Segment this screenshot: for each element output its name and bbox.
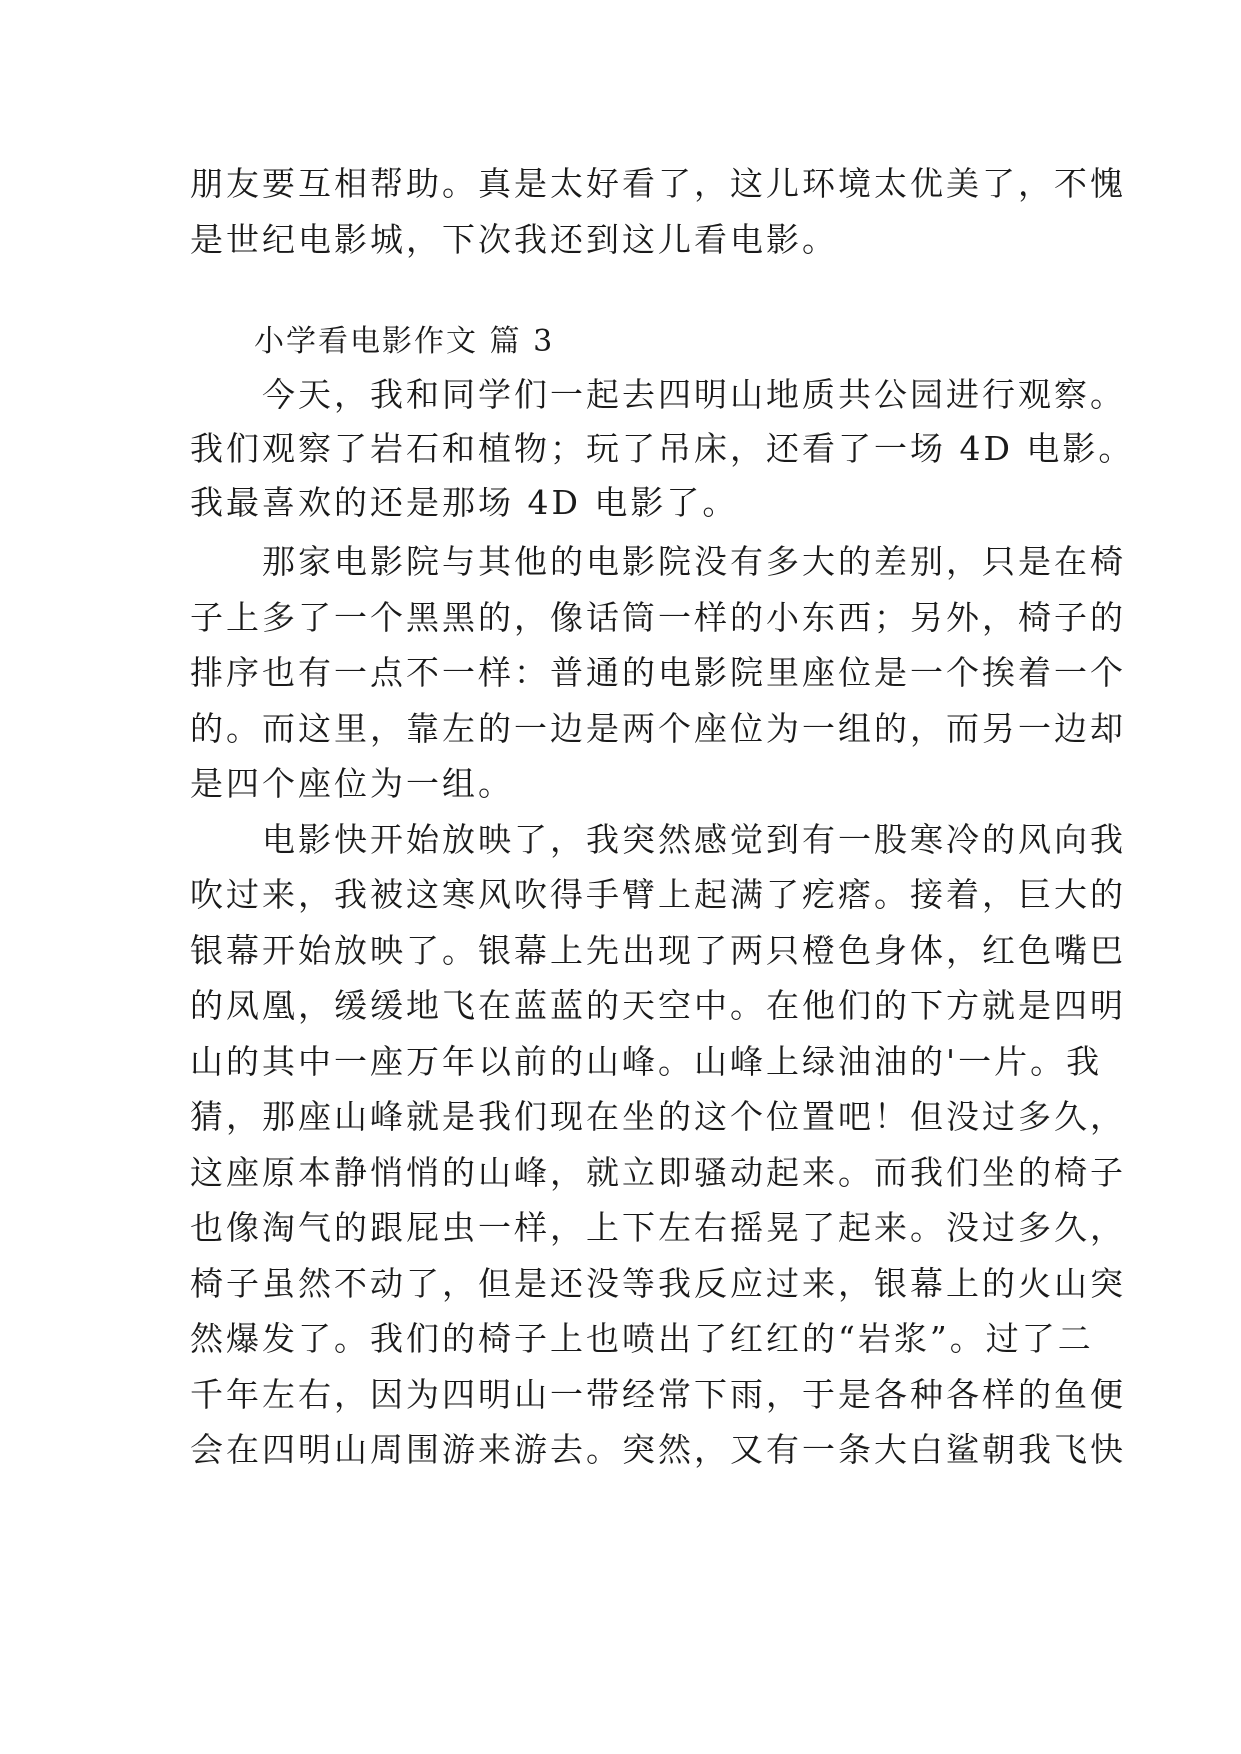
intro-line: 朋友要互相帮助。真是太好看了，这儿环境太优美了，不愧 bbox=[190, 164, 1126, 203]
paragraph-line: 吹过来，我被这寒风吹得手臂上起满了疙瘩。接着，巨大的 bbox=[190, 875, 1126, 914]
paragraph-line: 会在四明山周围游来游去。突然，又有一条大白鲨朝我飞快 bbox=[190, 1430, 1126, 1469]
paragraph-line: 是四个座位为一组。 bbox=[190, 764, 514, 803]
paragraph-line: 也像淘气的跟屁虫一样，上下左右摇晃了起来。没过多久， bbox=[190, 1208, 1126, 1247]
section-heading: 小学看电影作文 篇 3 bbox=[254, 324, 555, 359]
paragraph-line: 千年左右，因为四明山一带经常下雨，于是各种各样的鱼便 bbox=[190, 1375, 1126, 1414]
paragraph-line: 电影快开始放映了，我突然感觉到有一股寒冷的风向我 bbox=[190, 820, 1126, 859]
paragraph-line: 然爆发了。我们的椅子上也喷出了红红的“岩浆”。过了二 bbox=[190, 1319, 1094, 1358]
paragraph-line: 排序也有一点不一样：普通的电影院里座位是一个挨着一个 bbox=[190, 653, 1126, 692]
paragraph-line: 子上多了一个黑黑的，像话筒一样的小东西；另外，椅子的 bbox=[190, 598, 1126, 637]
paragraph-line: 今天，我和同学们一起去四明山地质共公园进行观察。 bbox=[190, 375, 1126, 414]
paragraph-line: 的凤凰，缓缓地飞在蓝蓝的天空中。在他们的下方就是四明 bbox=[190, 986, 1126, 1025]
paragraph-line: 椅子虽然不动了，但是还没等我反应过来，银幕上的火山突 bbox=[190, 1264, 1126, 1303]
paragraph-line: 山的其中一座万年以前的山峰。山峰上绿油油的'一片。我 bbox=[190, 1042, 1103, 1081]
paragraph-line: 银幕开始放映了。银幕上先出现了两只橙色身体，红色嘴巴 bbox=[190, 931, 1126, 970]
paragraph-line: 我们观察了岩石和植物；玩了吊床，还看了一场 4D 电影。 bbox=[190, 429, 1135, 468]
intro-line: 是世纪电影城，下次我还到这儿看电影。 bbox=[190, 220, 838, 259]
paragraph-line: 猜，那座山峰就是我们现在坐的这个位置吧！但没过多久， bbox=[190, 1097, 1126, 1136]
paragraph-line: 我最喜欢的还是那场 4D 电影了。 bbox=[190, 483, 739, 522]
paragraph-line: 这座原本静悄悄的山峰，就立即骚动起来。而我们坐的椅子 bbox=[190, 1153, 1126, 1192]
paragraph-line: 那家电影院与其他的电影院没有多大的差别，只是在椅 bbox=[190, 542, 1126, 581]
paragraph-line: 的。而这里，靠左的一边是两个座位为一组的，而另一边却 bbox=[190, 709, 1126, 748]
